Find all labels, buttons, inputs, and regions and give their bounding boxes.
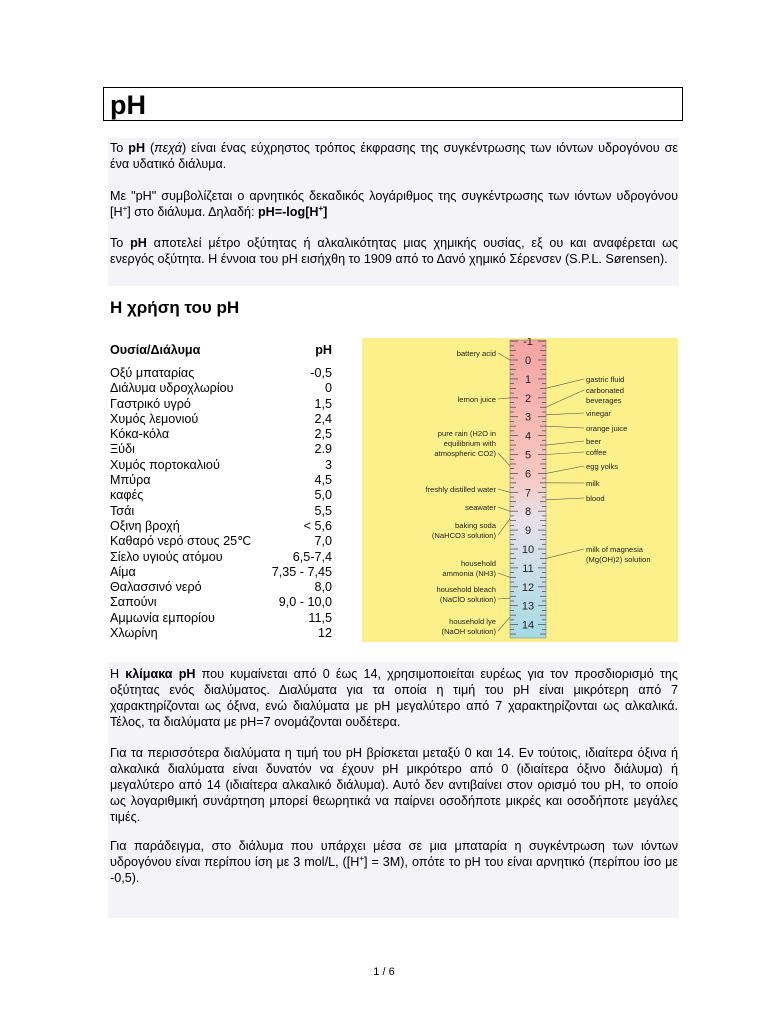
table-cell-substance: Χυμός λεμονιού <box>110 411 199 426</box>
left-label-text: battery acid <box>456 349 496 358</box>
table-cell-ph: 7,35 - 7,45 <box>271 564 332 579</box>
right-label-text: milk of magnesia <box>586 545 643 554</box>
left-label-line <box>498 507 510 511</box>
table-row <box>110 427 332 442</box>
table-row <box>110 488 332 503</box>
table-cell-ph: 1,5 <box>314 396 332 411</box>
right-label-text: egg yolks <box>586 462 619 471</box>
table-cell-ph: 0 <box>324 381 332 396</box>
right-label-text: beer <box>586 437 602 446</box>
table-cell-ph: 11,5 <box>308 610 332 625</box>
table-cell-substance: Κόκα-κόλα <box>110 427 170 442</box>
scale-tick-label: 14 <box>521 619 535 632</box>
right-label-line <box>546 390 584 407</box>
right-label-line <box>546 379 584 388</box>
left-label-text: seawater <box>465 503 496 512</box>
table-row <box>110 534 332 549</box>
scale-tick-label: 11 <box>522 562 534 575</box>
table-row <box>110 626 332 641</box>
table-cell-ph: 2,5 <box>314 427 332 442</box>
table-row <box>110 565 332 580</box>
right-label-line <box>546 452 584 455</box>
table-header-ph: pH <box>315 343 332 357</box>
intro-paragraph-3: Το pH αποτελεί μέτρο οξύτητας ή αλκαλικότητας μιας χημικής ουσίας, εξ ου και αναφέρεται ως ενεργός οξύτητα. Η έννοια του pH εισήχθη το 1909 από το Δανό χημικό Σέρενσεν (S.P.L. Sørensen). <box>110 236 678 266</box>
right-label-line <box>546 413 584 415</box>
scale-tick-label: 6 <box>524 468 532 481</box>
table-row <box>110 504 332 519</box>
scale-tick-label: 12 <box>521 581 535 594</box>
table-header-substance: Ουσία/Διάλυμα <box>110 343 201 357</box>
left-label-line <box>498 573 510 577</box>
table-cell-substance: Αίμα <box>110 564 136 579</box>
table-cell-ph: 4,5 <box>314 473 332 488</box>
table-cell-ph: < 5,6 <box>303 518 332 533</box>
table-cell-substance: Διάλυμα υδροχλωρίου <box>110 381 234 396</box>
left-label-line <box>498 519 510 535</box>
right-label-text: orange juice <box>586 424 628 433</box>
table-row <box>110 611 332 626</box>
right-label-text: coffee <box>586 448 607 457</box>
table-cell-ph: 8,0 <box>314 580 332 595</box>
right-label-text: carbonated <box>586 386 624 395</box>
table-cell-ph: 6,5-7,4 <box>292 549 332 564</box>
scale-tick-label: 5 <box>524 449 532 462</box>
scale-tick-label: 2 <box>524 392 532 405</box>
table-cell-ph: 5,5 <box>314 503 332 518</box>
scale-tick-label: 3 <box>524 411 532 424</box>
table-cell-substance: Γαστρικό υγρό <box>110 396 191 411</box>
left-label-text: household lye <box>449 617 496 626</box>
scale-tick-label: 13 <box>521 600 535 613</box>
title-box <box>103 87 683 121</box>
right-label-text: milk <box>586 479 600 488</box>
left-label-text: ammonia (NH3) <box>442 569 496 578</box>
left-label-line <box>498 353 510 360</box>
intro-paragraph-2: Με "pH" συμβολίζεται ο αρνητικός δεκαδικός λογάριθμος της συγκέντρωσης των ιόντων υδρογόνου [H+] στο διάλυμα. Δηλαδή: pH=-log[H+] <box>110 189 678 219</box>
table-cell-substance: Θαλασσινό νερό <box>110 580 202 595</box>
left-label-line <box>498 453 510 466</box>
table-row <box>110 366 332 381</box>
table-cell-substance: Χλωρίνη <box>110 626 158 641</box>
table-cell-substance: Οξύ μπαταρίας <box>110 366 195 380</box>
right-label-text: (Mg(OH)2) solution <box>586 555 651 564</box>
table-cell-ph: 9,0 - 10,0 <box>278 595 332 610</box>
table-row <box>110 595 332 610</box>
left-label-text: (NaClO solution) <box>439 595 496 604</box>
left-label-text: baking soda <box>455 521 496 530</box>
left-label-line <box>498 489 510 492</box>
table-cell-substance: Σίελο υγιούς ατόμου <box>110 549 223 564</box>
scale-tick-label: 1 <box>524 373 532 386</box>
scale-tick-label: 7 <box>524 487 532 500</box>
table-header <box>110 343 332 357</box>
table-cell-ph: 7,0 <box>314 534 332 549</box>
scale-tick-label: 8 <box>524 506 532 519</box>
table-cell-substance: Τσάι <box>110 503 135 518</box>
page-title: pH <box>110 90 146 120</box>
table-row <box>110 412 332 427</box>
scale-tick-label: 9 <box>524 525 532 538</box>
ph-scale-svg <box>362 338 678 642</box>
ph-table <box>110 366 332 641</box>
left-label-text: equilibrium with <box>443 439 496 448</box>
right-label-text: gastric fluid <box>586 375 625 384</box>
table-row <box>110 381 332 396</box>
body-paragraph-3: Για παράδειγμα, στο διάλυμα που υπάρχει μέσα σε μια μπαταρία η συγκέντρωση των ιόντων υδρογόνου είναι περίπου ίση με 3 mol/L, ([H+] = 3M), οπότε το pH του είναι αρνητικό (περίπου ίσο με -0,5). <box>110 839 678 885</box>
right-label-line <box>546 549 584 558</box>
scale-tick-label: -1 <box>523 338 533 349</box>
table-cell-ph: 12 <box>317 626 332 641</box>
right-label-text: vinegar <box>586 409 611 418</box>
right-label-text: blood <box>586 494 605 503</box>
left-label-text: household bleach <box>436 585 496 594</box>
ph-scale-figure <box>362 338 678 642</box>
left-label-line <box>498 617 510 631</box>
table-cell-ph: 2.9 <box>314 442 332 457</box>
table-cell-ph: 2,4 <box>314 411 332 426</box>
left-label-line <box>498 398 510 399</box>
body-paragraph-1: Η κλίμακα pH που κυμαίνεται από 0 έως 14, χρησιμοποιείται ευρέως για τον προσδιορισμό της οξύτητας ενός διαλύματος. Διαλύματα για τα οποία η τιμή του pH είναι μικρότερη από 7 χαρακτηρίζονται ως όξινα, ενώ διαλύματα με pH μεγαλύτερο από 7 χαρακτηρίζονται ως αλκαλικά. Τέλος, τα διαλύματα με pH=7 ονομάζονται ουδέτερα. <box>110 667 678 729</box>
table-row <box>110 473 332 488</box>
left-label-text: (NaHCO3 solution) <box>431 531 496 540</box>
table-cell-substance: Οξινη βροχή <box>110 518 180 533</box>
right-label-line <box>546 498 584 500</box>
left-label-text: lemon juice <box>457 395 496 404</box>
table-row <box>110 442 332 457</box>
table-cell-substance: Αμμωνία εμπορίου <box>110 610 215 625</box>
intro-paragraph-1: Το pH (πεχά) είναι ένας εύχρηστος τρόπος έκφρασης της συγκέντρωσης των ιόντων υδρογόνου σε ένα υδατικό διάλυμα. <box>110 141 679 171</box>
left-label-text: freshly distilled water <box>425 485 496 494</box>
scale-tick-label: 4 <box>524 430 532 443</box>
table-row <box>110 550 332 565</box>
table-cell-substance: καφές <box>110 488 144 503</box>
table-row <box>110 397 332 412</box>
table-cell-substance: Μπύρα <box>110 473 151 488</box>
left-label-text: pure rain (H2O in <box>437 429 496 438</box>
table-cell-ph: -0,5 <box>310 366 332 380</box>
table-cell-substance: Σαπούνι <box>110 595 157 610</box>
left-label-text: (NaOH solution) <box>441 627 496 636</box>
table-cell-substance: Καθαρό νερό στους 25℃ <box>110 534 252 549</box>
table-row <box>110 458 332 473</box>
table-cell-ph: 5,0 <box>314 488 332 503</box>
left-label-text: household <box>460 559 496 568</box>
right-label-line <box>546 441 584 445</box>
table-cell-ph: 3 <box>324 457 332 472</box>
table-row <box>110 519 332 534</box>
left-label-line <box>498 598 510 599</box>
right-label-line <box>546 426 584 428</box>
right-label-line <box>546 466 584 473</box>
section-heading: Η χρήση του pH <box>110 298 240 317</box>
page-number: 1 / 6 <box>373 966 395 978</box>
scale-tick-label: 10 <box>521 544 535 556</box>
scale-tick-label: 0 <box>524 355 532 367</box>
left-label-text: atmospheric CO2) <box>434 449 496 458</box>
table-cell-substance: Χυμός πορτοκαλιού <box>110 457 220 472</box>
table-row <box>110 580 332 595</box>
table-cell-substance: Ξύδι <box>110 442 135 457</box>
right-label-text: beverages <box>586 396 622 405</box>
body-paragraph-2: Για τα περισσότερα διαλύματα η τιμή του pH βρίσκεται μεταξύ 0 και 14. Εν τούτοις, ιδιαίτερα όξινα ή αλκαλικά διαλύματα είναι δυνατόν να έχουν pH μικρότερο από 0 (ιδιαίτερα όξινο διάλυμα) ή μεγαλύτερο από 14 (ιδιαίτερα αλκαλικό διάλυμα). Αυτό δεν αντιβαίνει στον ορισμό του pH, το οποίο ως λογαριθμική συνάρτηση μπορεί θεωρητικά να παίρνει οσοδήποτε μικρές και οσοδήποτε μεγάλες τιμές. <box>110 746 678 824</box>
